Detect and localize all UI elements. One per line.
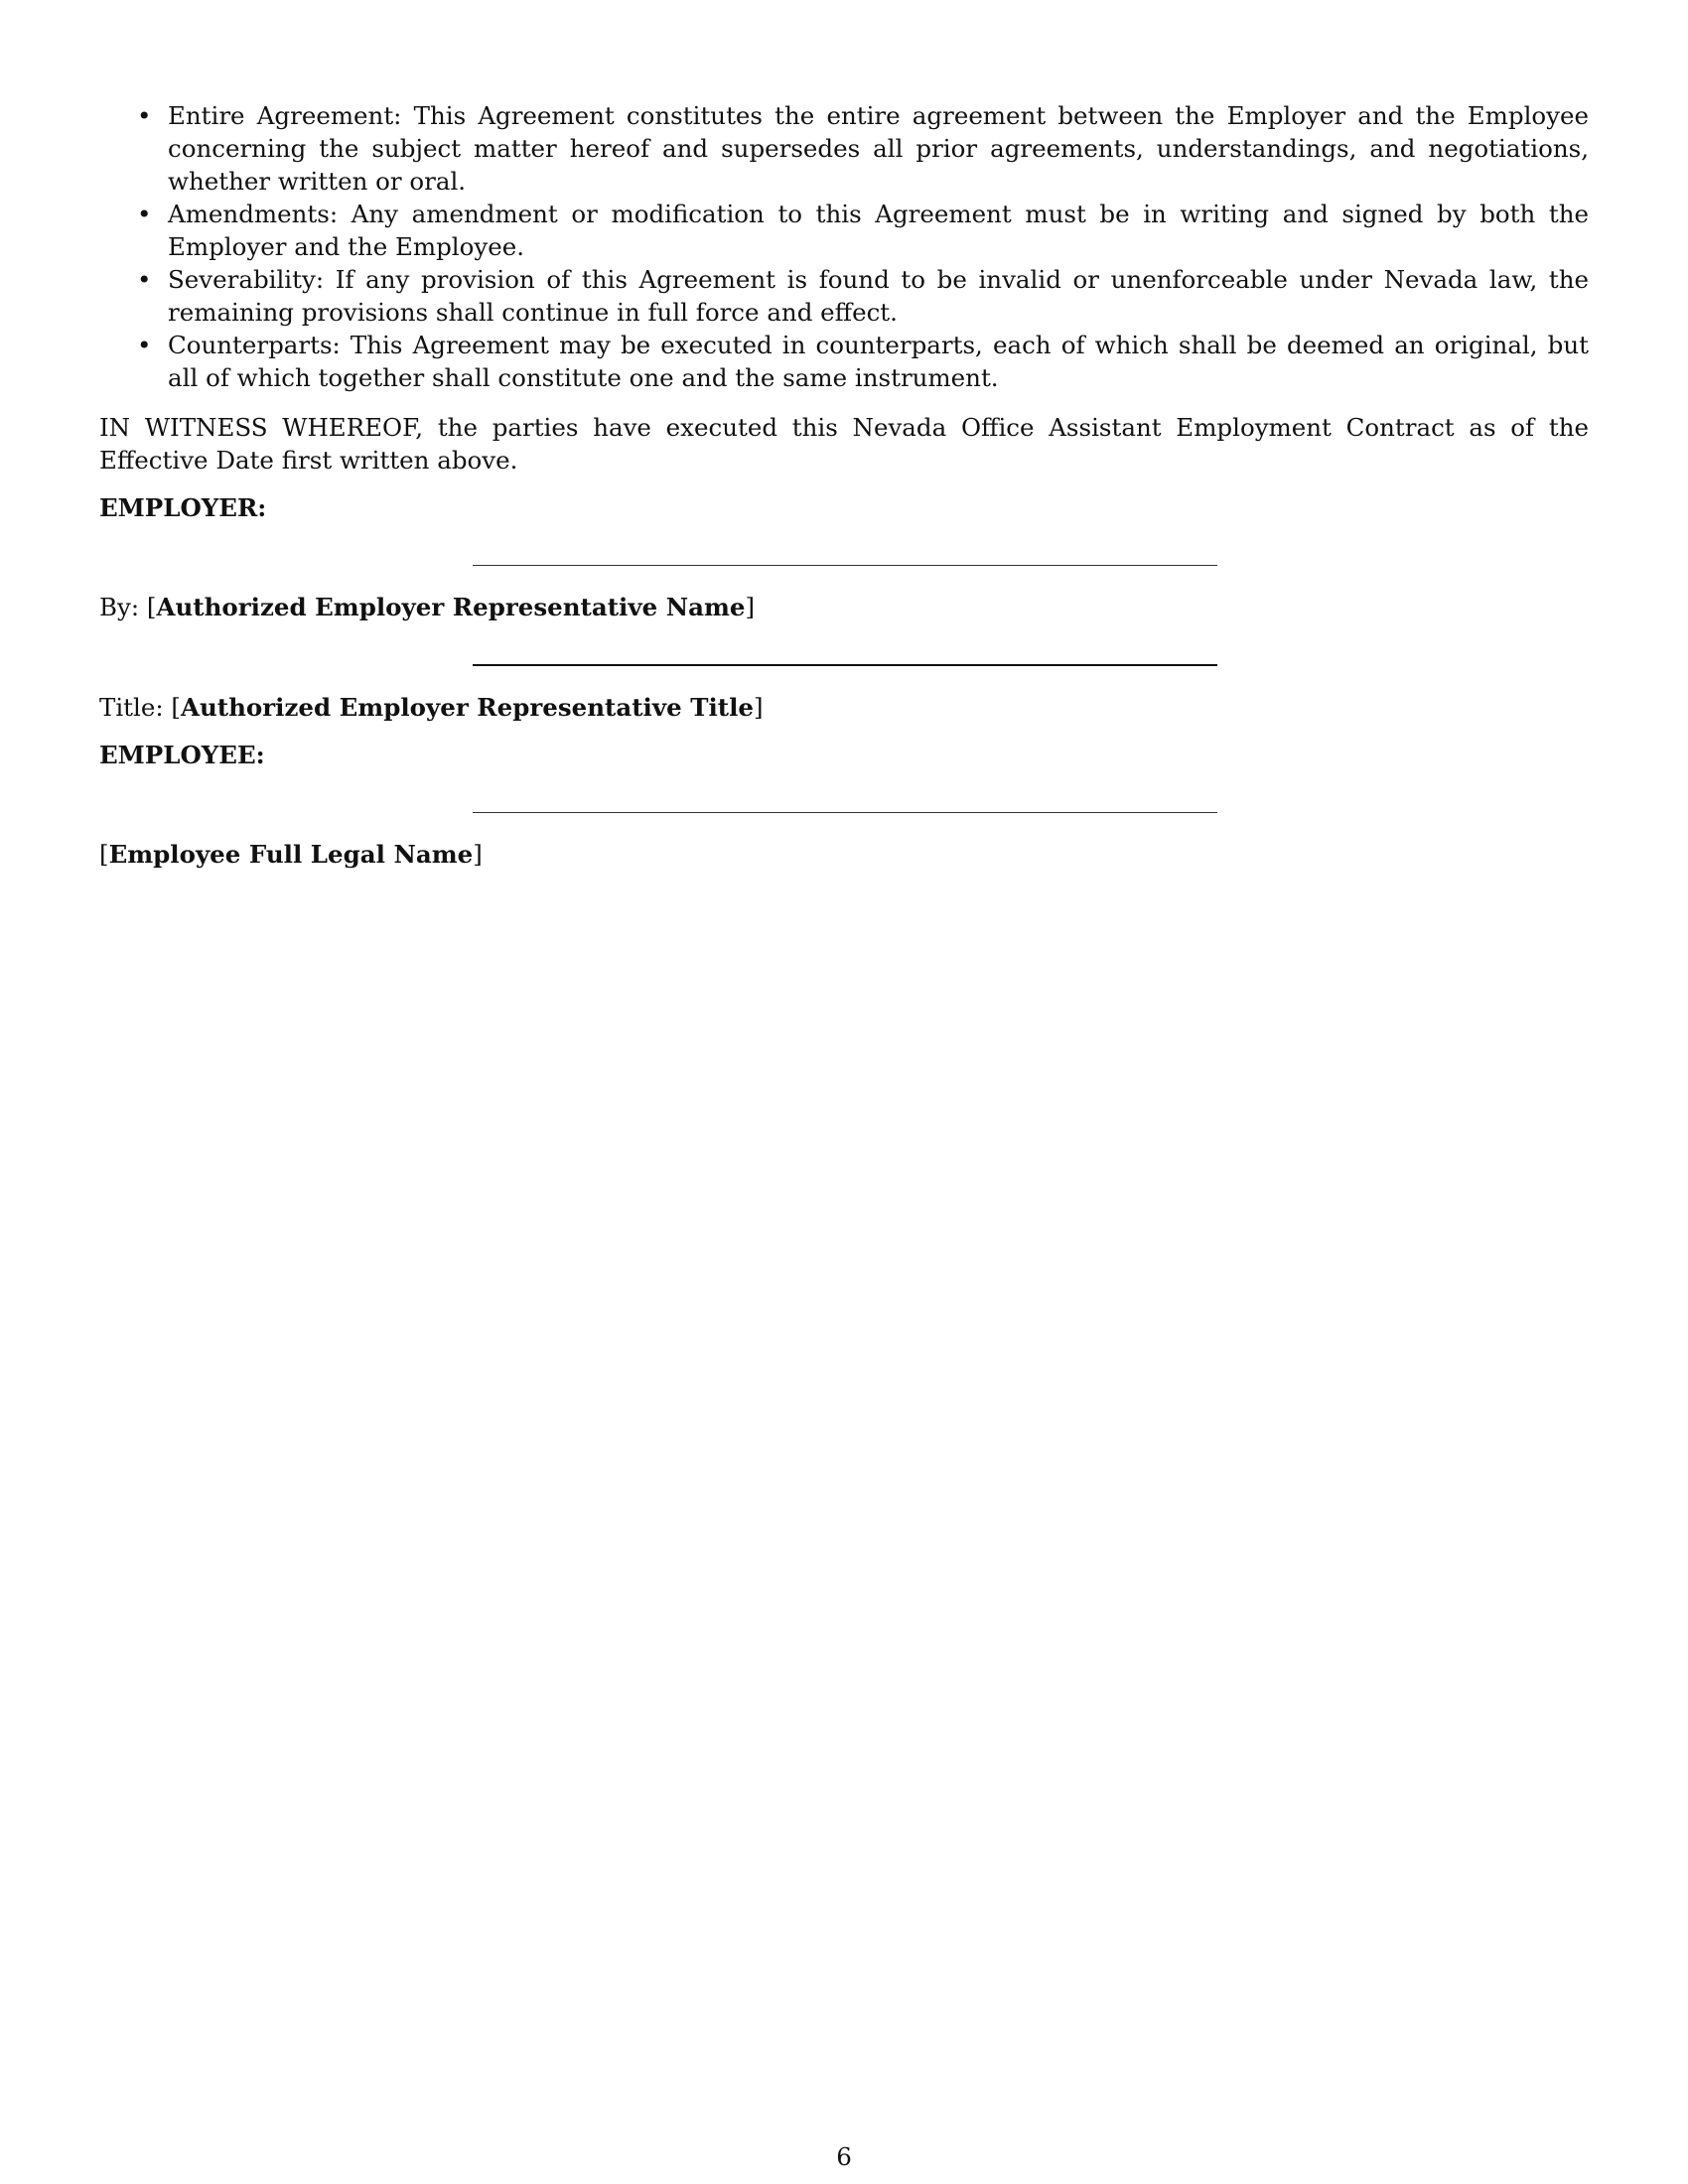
employee-full-legal-name: Employee Full Legal Name xyxy=(108,840,474,869)
page-number: 6 xyxy=(836,2142,852,2171)
name-suffix: ] xyxy=(473,840,483,869)
bullet: • xyxy=(137,265,152,294)
clause-text: Entire Agreement: This Agreement constitutes the entire agreement between the Employer and the Employee concerning the subject matter hereof and supersedes all prior agreements, understandings, and negotiations, whether written or oral. xyxy=(168,101,1589,196)
employer-representative-name: Authorized Employer Representative Name xyxy=(156,593,746,621)
employee-heading: EMPLOYEE: xyxy=(99,741,265,769)
title-prefix: Title: [ xyxy=(99,693,181,722)
clause-amendments xyxy=(99,198,1589,263)
name-prefix: [ xyxy=(99,840,109,869)
bullet: • xyxy=(137,200,152,228)
document-page xyxy=(99,99,1589,871)
employee-name-label xyxy=(99,838,1589,871)
clause-counterparts xyxy=(99,329,1589,394)
clause-list xyxy=(99,99,1589,394)
by-prefix: By: [ xyxy=(99,593,157,621)
employer-title-line xyxy=(473,664,1217,666)
employee-signature-line xyxy=(473,812,1217,813)
clause-text: Counterparts: This Agreement may be executed in counterparts, each of which shall be deemed an original, but all of which together shall constitute one and the same instrument. xyxy=(168,331,1589,392)
clause-text: Amendments: Any amendment or modification to this Agreement must be in writing and signed by both the Employer and the Employee. xyxy=(168,200,1589,261)
by-suffix: ] xyxy=(745,593,756,621)
bullet: • xyxy=(137,101,152,130)
employer-signature-line xyxy=(473,565,1217,566)
employer-heading: EMPLOYER: xyxy=(99,493,267,522)
witness-paragraph: IN WITNESS WHEREOF, the parties have executed this Nevada Office Assistant Employment Contract as of the Effective Date first written above. xyxy=(99,413,1589,475)
clause-text: Severability: If any provision of this Agreement is found to be invalid or unenforceable under Nevada law, the remaining provisions shall continue in full force and effect. xyxy=(168,265,1589,327)
clause-entire-agreement xyxy=(99,99,1589,198)
title-suffix: ] xyxy=(753,693,764,722)
clause-severability xyxy=(99,263,1589,329)
bullet: • xyxy=(137,331,152,359)
employer-by-label xyxy=(99,591,1589,623)
employer-title-label xyxy=(99,691,1589,724)
employer-representative-title: Authorized Employer Representative Title xyxy=(180,693,754,722)
